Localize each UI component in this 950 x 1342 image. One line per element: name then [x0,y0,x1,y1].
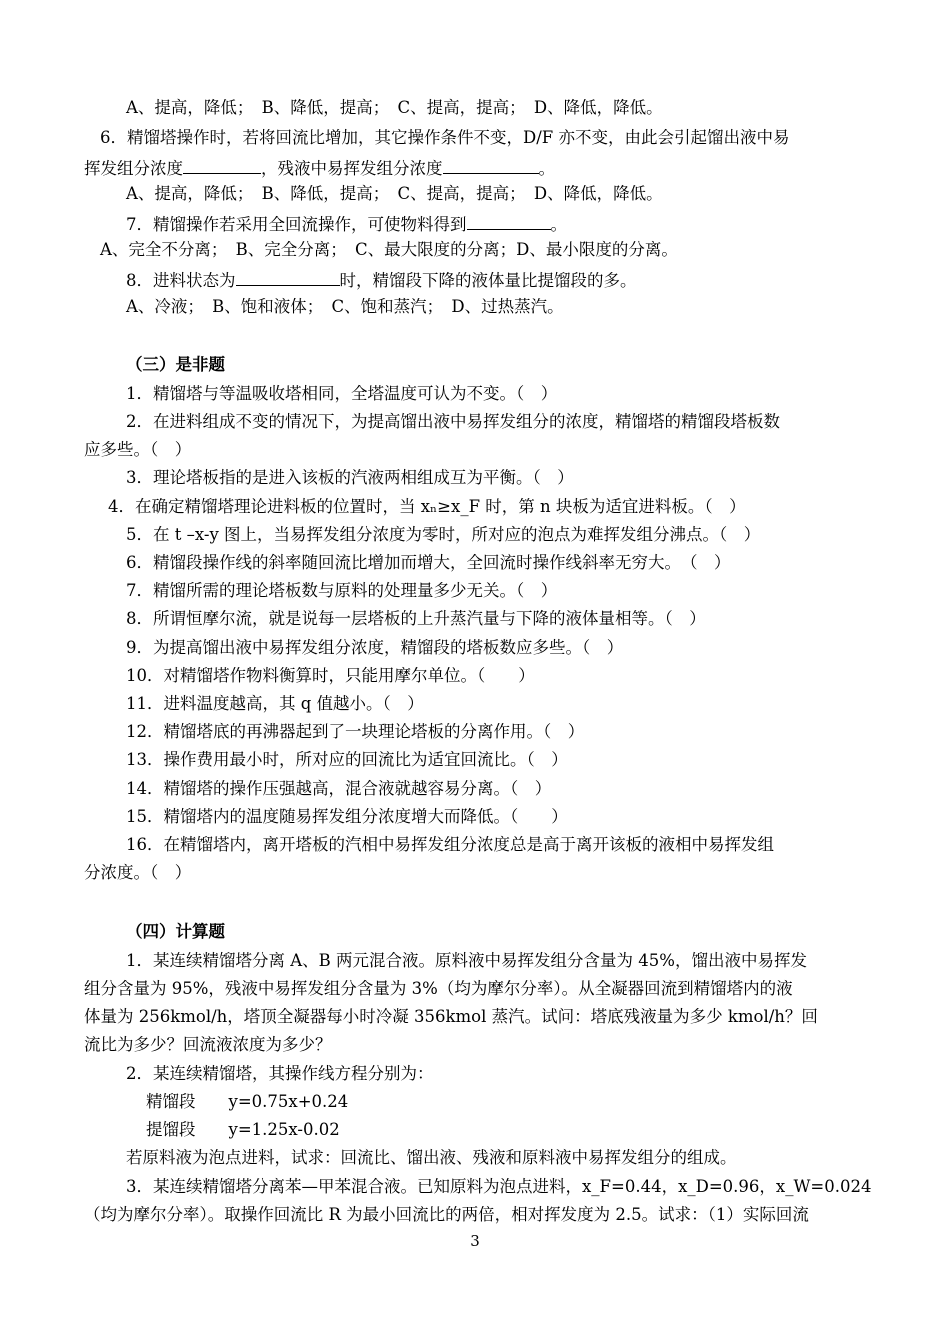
q8-text-1: 8．进料状态为 [126,271,236,290]
calc-line: 若原料液为泡点进料，试求：回流比、馏出液、残液和原料液中易挥发组分的组成。 [126,1148,737,1167]
tf-item: 6．精馏段操作线的斜率随回流比增加而增大，全回流时操作线斜率无穷大。 （ ） [126,553,731,572]
tf-item: 14．精馏塔的操作压强越高，混合液就越容易分离。（ ） [126,779,552,798]
calc-line: 流比为多少？回流液浓度为多少？ [84,1035,332,1054]
tf-item: 13．操作费用最小时，所对应的回流比为适宜回流比。（ ） [126,750,568,769]
equation-line: 精馏段 y=0.75x+0.24 [146,1092,349,1111]
q6-text-3: 。 [538,159,555,178]
q6-stem-cont [84,155,555,180]
calc-line: （均为摩尔分率）。取操作回流比 R 为最小回流比的两倍，相对挥发度为 2.5。试求：（1）实际回流 [84,1205,809,1224]
tf-item: 16．在精馏塔内，离开塔板的汽相中易挥发组分浓度总是高于离开该板的液相中易挥发组 [126,835,774,854]
calc-line: 2．某连续精馏塔，其操作线方程分别为： [126,1064,434,1083]
q6-stem: 6．精馏塔操作时，若将回流比增加，其它操作条件不变，D/F 亦不变，由此会引起馏出液中易 [100,128,790,147]
tf-item: 8．所谓恒摩尔流，就是说每一层塔板的上升蒸汽量与下降的液体量相等。（ ） [126,609,706,628]
tf-item: 11．进料温度越高，其 q 值越小。（ ） [126,694,424,713]
q5-options: A、提高，降低； B、降低，提高； C、提高，提高； D、降低，降低。 [126,98,663,117]
tf-item-cont: 应多些。（ ） [84,440,192,459]
tf-item-cont: 分浓度。（ ） [84,863,192,882]
tf-item: 3．理论塔板指的是进入该板的汽液两相组成互为平衡。（ ） [126,468,574,487]
q8-stem [126,267,637,292]
section-heading: （四）计算题 [126,922,225,941]
tf-item: 12．精馏塔底的再沸器起到了一块理论塔板的分离作用。（ ） [126,722,585,741]
answer-blank[interactable] [236,267,340,286]
tf-item: 2．在进料组成不变的情况下，为提高馏出液中易挥发组分的浓度，精馏塔的精馏段塔板数 [126,412,780,431]
q6-text-2: ，残液中易挥发组分浓度 [261,159,443,178]
tf-item: 9．为提高馏出液中易挥发组分浓度，精馏段的塔板数应多些。（ ） [126,638,624,657]
q8-options: A、冷液； B、饱和液体； C、饱和蒸汽； D、过热蒸汽。 [126,297,564,316]
q7-options: A、完全不分离； B、完全分离； C、最大限度的分离；D、最小限度的分离。 [100,240,678,259]
page-number: 3 [470,1232,480,1250]
calc-line: 体量为 256kmol/h，塔顶全凝器每小时冷凝 356kmol 蒸汽。试问：塔底残液量为多少 kmol/h？回 [84,1007,818,1026]
tf-item: 4．在确定精馏塔理论进料板的位置时，当 xₙ≥x_F 时，第 n 块板为适宜进料板。（ ） [108,497,746,516]
answer-blank[interactable] [443,155,539,174]
answer-blank[interactable] [467,211,551,230]
q7-text-2: 。 [550,215,567,234]
tf-item: 1．精馏塔与等温吸收塔相同，全塔温度可认为不变。（ ） [126,384,558,403]
q6-options: A、提高，降低； B、降低，提高； C、提高，提高； D、降低，降低。 [126,184,663,203]
answer-blank[interactable] [183,155,261,174]
tf-item: 10．对精馏塔作物料衡算时，只能用摩尔单位。（ ） [126,666,535,685]
q7-stem [126,211,567,236]
section-heading: （三）是非题 [126,355,225,374]
tf-item: 7．精馏所需的理论塔板数与原料的处理量多少无关。（ ） [126,581,558,600]
q7-text-1: 7．精馏操作若采用全回流操作，可使物料得到 [126,215,467,234]
equation-line: 提馏段 y=1.25x-0.02 [146,1120,340,1139]
calc-line: 1．某连续精馏塔分离 A、B 两元混合液。原料液中易挥发组分含量为 45%，馏出液中易挥发 [126,951,807,970]
q8-text-2: 时，精馏段下降的液体量比提馏段的多。 [339,271,637,290]
calc-line: 组分含量为 95%，残液中易挥发组分含量为 3%（均为摩尔分率）。从全凝器回流到精馏塔内的液 [84,979,793,998]
tf-item: 15．精馏塔内的温度随易挥发组分浓度增大而降低。（ ） [126,807,568,826]
tf-item: 5．在 t –x-y 图上，当易挥发组分浓度为零时，所对应的泡点为难挥发组分沸点。（ ） [126,525,761,544]
calc-line: 3．某连续精馏塔分离苯—甲苯混合液。已知原料为泡点进料，x_F=0.44，x_D=0.96，x_W=0.024 [126,1177,872,1196]
q6-text-1: 挥发组分浓度 [84,159,183,178]
